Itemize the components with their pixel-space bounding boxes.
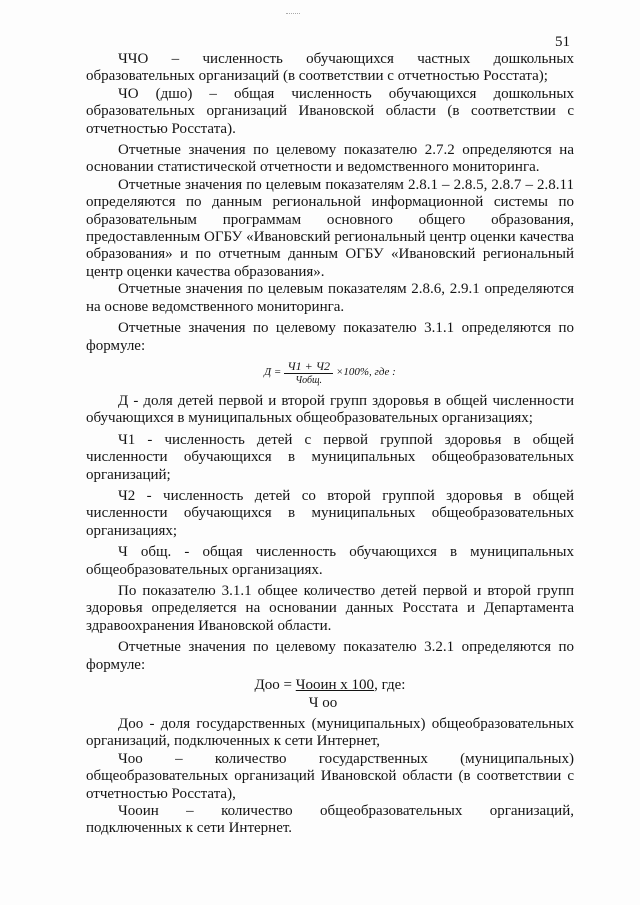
formula1-fraction [284,359,333,387]
paragraph-doo-definition: Доо - доля государственных (муниципальных) общеобразовательных организаций, подключенных к сети Интернет, [86,716,574,750]
formula1-denominator: Чобщ. [295,374,323,386]
formula1-numerator: Ч1 + Ч2 [284,359,333,374]
paragraph-indicator-3-1-1: Отчетные значения по целевому показателю 3.1.1 определяются по формуле: [86,320,574,354]
formula-internet-share [86,676,574,694]
paragraph-chooin-definition: Чооин – количество общеобразовательных организаций, подключенных к сети Интернет. [86,803,574,837]
paragraph-indicators-2-8-6: Отчетные значения по целевым показателям 2.8.6, 2.9.1 определяются на основе ведомственного мониторинга. [86,281,574,315]
paragraph-ch2-definition: Ч2 - численность детей со второй группой здоровья в общей численности обучающихся в муниципальных общеобразовательных организациях; [86,487,574,539]
paragraph-cho-definition: ЧО (дшо) – общая численность обучающихся дошкольных образовательных организаций Ивановской области (в соответствии с отчетностью Росстата). [86,85,574,137]
paragraph-indicator-2-7-2: Отчетные значения по целевому показателю 2.7.2 определяются на основании статистической отчетности и ведомственного мониторинга. [86,142,574,176]
formula2-numerator: Чооин х 100 [295,677,375,693]
formula-share-health-groups [86,359,574,387]
paragraph-chcho-definition: ЧЧО – численность обучающихся частных дошкольных образовательных организаций (в соответствии с отчетностью Росстата); [86,51,574,85]
paragraph-chobsh-definition: Ч общ. - общая численность обучающихся в муниципальных общеобразовательных организациях. [86,544,574,578]
paragraph-choo-definition: Чоо – количество государственных (муниципальных) общеобразовательных организаций Ивановской области (в соответствии с отчетностью Росстата), [86,750,574,802]
paragraph-indicators-2-8: Отчетные значения по целевым показателям 2.8.1 – 2.8.5, 2.8.7 – 2.8.11 определяются по данным региональной информационной системы по образовательным программам основного общего образования, предоставленным ОГБУ «Ивановский региональный центр оценки качества образования» и по отчетным данным ОГБУ «Ивановский региональный центр оценки качества образования». [86,176,574,280]
paragraph-indicator-3-2-1: Отчетные значения по целевому показателю 3.2.1 определяются по формуле: [86,639,574,673]
paragraph-d-definition: Д - доля детей первой и второй групп здоровья в общей численности обучающихся в муниципальных общеобразовательных организациях; [86,392,574,427]
formula2-lhs: Доо = [254,677,296,693]
formula2-denominator: Ч оо [308,695,338,711]
scan-artifact [286,13,300,17]
formula1-rhs: ×100%, где : [335,366,396,379]
page-number: 51 [555,34,570,50]
formula2-tail: , где: [374,677,406,693]
paragraph-ch1-definition: Ч1 - численность детей с первой группой здоровья в общей численности обучающихся в муниципальных общеобразовательных организаций; [86,431,574,483]
document-body [86,51,574,838]
formula1-lhs: Д = [264,366,282,379]
paragraph-indicator-3-1-1-source: По показателю 3.1.1 общее количество детей первой и второй групп здоровья определяется на основании данных Росстата и Департамента здравоохранения Ивановской области. [86,582,574,634]
